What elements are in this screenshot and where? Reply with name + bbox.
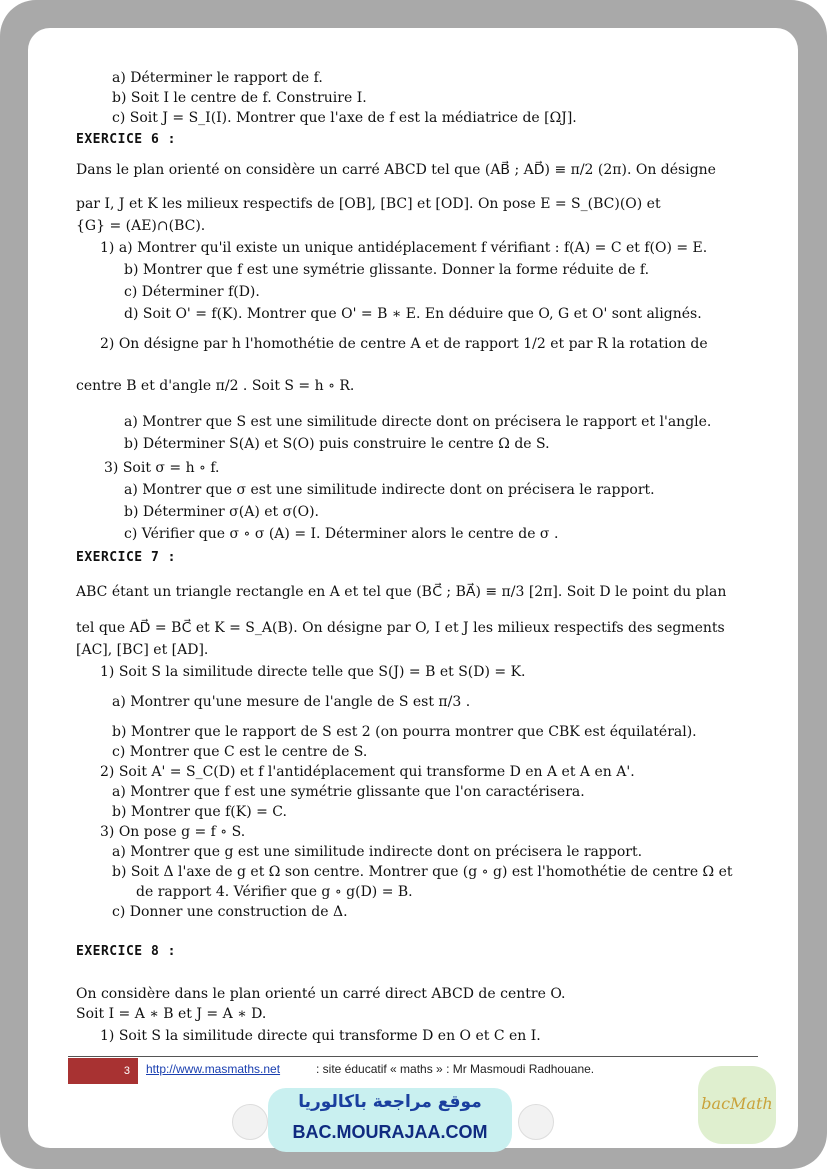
- text-line: b) Montrer que f est une symétrie glissante. Donner la forme réduite de f.: [124, 262, 650, 278]
- text-line: a) Montrer que f est une symétrie glissante que l'on caractérisera.: [112, 784, 585, 800]
- text-line: a) Montrer que σ est une similitude indirecte dont on précisera le rapport.: [124, 482, 655, 498]
- text-line: c) Donner une construction de Δ.: [112, 904, 348, 920]
- exercise-heading: EXERCICE 6 :: [76, 132, 176, 147]
- badge-arabic-text: موقع مراجعة باكالوريا: [298, 1092, 482, 1112]
- text-line: [AC], [BC] et [AD].: [76, 642, 209, 658]
- text-line: a) Montrer que S est une similitude directe dont on précisera le rapport et l'angle.: [124, 414, 712, 430]
- text-line: b) Déterminer σ(A) et σ(O).: [124, 504, 319, 520]
- text-line: 1) Soit S la similitude directe telle que S(J) = B et S(D) = K.: [100, 664, 526, 680]
- text-line: b) Soit Δ l'axe de g et Ω son centre. Montrer que (g ∘ g) est l'homothétie de centre Ω et: [112, 864, 733, 880]
- exercise-heading: EXERCICE 7 :: [76, 550, 176, 565]
- school-logo-icon: [232, 1104, 268, 1140]
- text-line: 2) On désigne par h l'homothétie de centre A et de rapport 1/2 et par R la rotation de: [100, 336, 708, 352]
- page-number: 3: [68, 1058, 138, 1084]
- text-line: 1) a) Montrer qu'il existe un unique antidéplacement f vérifiant : f(A) = C et f(O) = E.: [100, 240, 708, 256]
- footer-text: : site éducatif « maths » : Mr Masmoudi Radhouane.: [316, 1062, 595, 1076]
- text-line: Soit I = A ∗ B et J = A ∗ D.: [76, 1006, 267, 1022]
- site-link[interactable]: http://www.masmaths.net: [146, 1062, 281, 1076]
- text-line: c) Montrer que C est le centre de S.: [112, 744, 368, 760]
- text-line: {G} = (AE)∩(BC).: [76, 218, 206, 234]
- text-line: b) Montrer que le rapport de S est 2 (on pourra montrer que CBK est équilatéral).: [112, 724, 697, 740]
- text-line: c) Vérifier que σ ∘ σ (A) = I. Déterminer alors le centre de σ .: [124, 526, 559, 542]
- text-line: a) Déterminer le rapport de f.: [112, 70, 323, 86]
- text-line: a) Montrer que g est une similitude indirecte dont on précisera le rapport.: [112, 844, 643, 860]
- text-line: 2) Soit A' = S_C(D) et f l'antidéplacement qui transforme D en A et A en A'.: [100, 764, 635, 780]
- text-line: tel que AD⃗ = BC⃗ et K = S_A(B). On désigne par O, I et J les milieux respectifs des segments: [76, 620, 725, 636]
- text-line: a) Montrer qu'une mesure de l'angle de S est π/3 .: [112, 694, 471, 710]
- text-line: b) Soit I le centre de f. Construire I.: [112, 90, 367, 106]
- text-line: de rapport 4. Vérifier que g ∘ g(D) = B.: [136, 884, 413, 900]
- text-line: 3) On pose g = f ∘ S.: [100, 824, 246, 840]
- footer-divider: [68, 1056, 758, 1057]
- text-line: On considère dans le plan orienté un carré direct ABCD de centre O.: [76, 986, 566, 1002]
- text-line: d) Soit O' = f(K). Montrer que O' = B ∗ E. En déduire que O, G et O' sont alignés.: [124, 306, 702, 322]
- text-line: 1) Soit S la similitude directe qui transforme D en O et C en I.: [100, 1028, 541, 1044]
- text-line: c) Soit J = S_I(I). Montrer que l'axe de f est la médiatrice de [ΩJ].: [112, 110, 577, 126]
- text-line: b) Déterminer S(A) et S(O) puis construire le centre Ω de S.: [124, 436, 550, 452]
- text-line: 3) Soit σ = h ∘ f.: [104, 460, 220, 476]
- text-line: centre B et d'angle π/2 . Soit S = h ∘ R.: [76, 378, 355, 394]
- text-line: ABC étant un triangle rectangle en A et tel que (BC⃗ ; BA⃗) ≡ π/3 [2π]. Soit D le point du plan: [76, 584, 727, 600]
- badge-url[interactable]: BAC.MOURAJAA.COM: [292, 1122, 488, 1142]
- text-line: b) Montrer que f(K) = C.: [112, 804, 287, 820]
- bacmath-logo-text: bacMath: [701, 1094, 773, 1113]
- text-line: Dans le plan orienté on considère un carré ABCD tel que (AB⃗ ; AD⃗) ≡ π/2 (2π). On désigne: [76, 162, 716, 178]
- exercise-heading: EXERCICE 8 :: [76, 944, 176, 959]
- text-line: c) Déterminer f(D).: [124, 284, 260, 300]
- text-line: par I, J et K les milieux respectifs de [OB], [BC] et [OD]. On pose E = S_(BC)(O) et: [76, 196, 661, 212]
- school-logo-icon: [518, 1104, 554, 1140]
